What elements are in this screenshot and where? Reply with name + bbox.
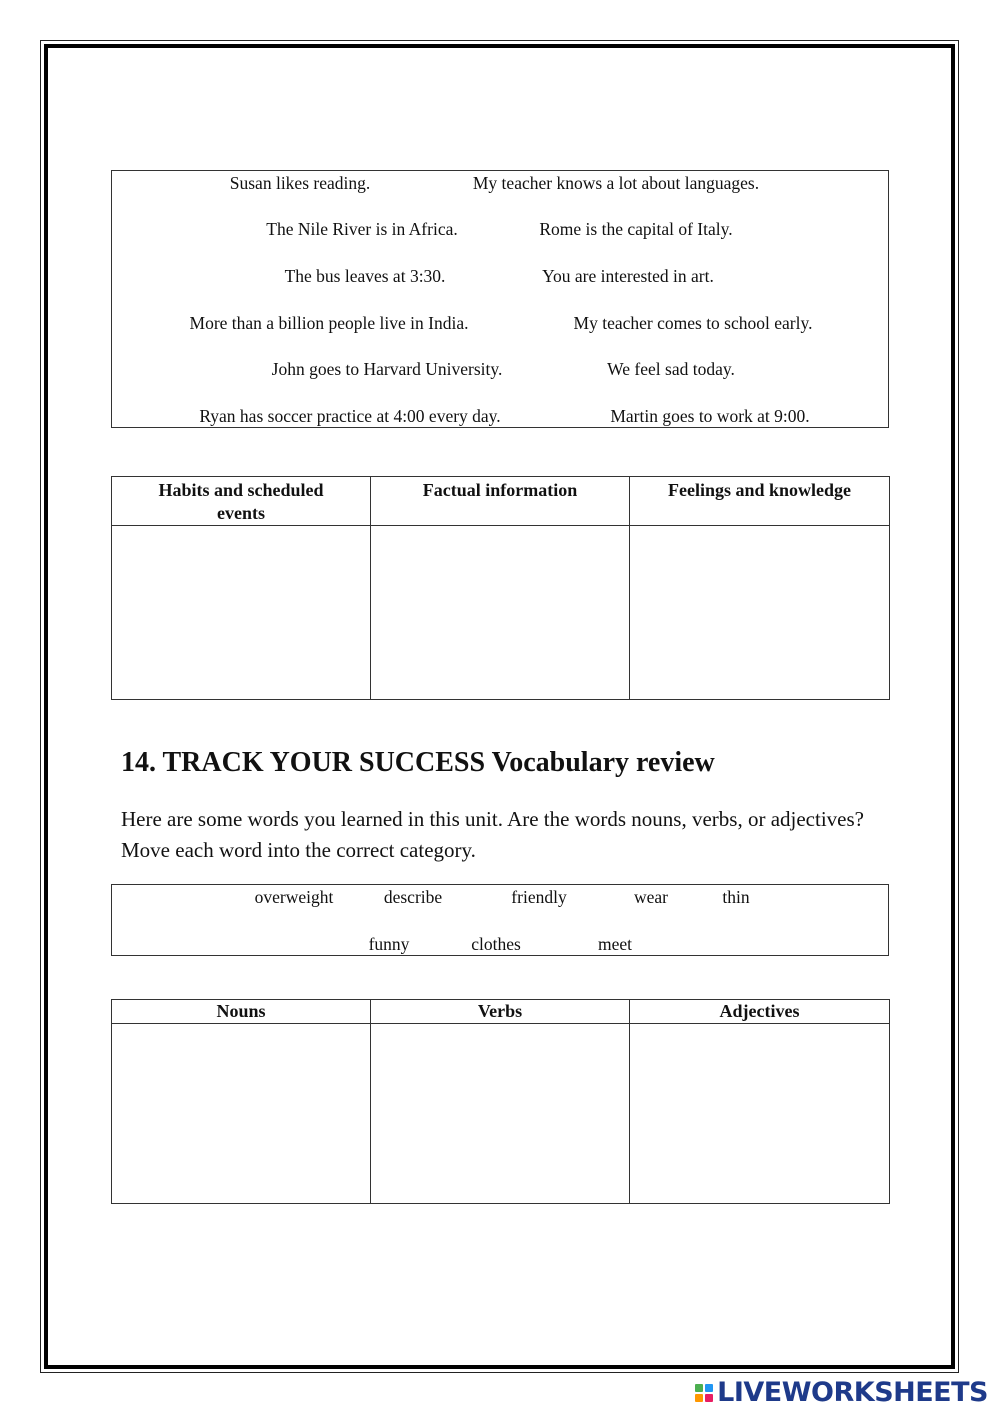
draggable-sentence[interactable]: Ryan has soccer practice at 4:00 every day. [199,406,501,426]
instructions: Here are some words you learned in this unit. Are the words nouns, verbs, or adjectives? Move each word into the correct category. [121,807,864,862]
logo-square [705,1394,713,1402]
draggable-word[interactable]: thin [722,887,750,907]
draggable-sentence[interactable]: More than a billion people live in India. [189,313,469,333]
draggable-sentence[interactable]: Susan likes reading. [229,173,371,193]
logo-square [695,1394,703,1402]
sentence-category-table [111,476,890,700]
logo-square [705,1384,713,1392]
draggable-word[interactable]: overweight [254,887,334,907]
draggable-sentence[interactable]: The Nile River is in Africa. [266,219,458,239]
draggable-word[interactable]: funny [368,934,410,954]
draggable-word[interactable]: meet [597,934,633,954]
drop-zone-nouns[interactable] [112,1024,371,1204]
draggable-sentence[interactable]: We feel sad today. [607,359,735,379]
watermark-text: LIVEWORKSHEETS [717,1377,988,1408]
section-title: 14. TRACK YOUR SUCCESS Vocabulary review [121,747,715,778]
parts-of-speech-table [111,999,890,1204]
drop-zone-factual[interactable] [371,526,630,700]
liveworksheets-logo-icon [695,1384,713,1402]
drop-zone-adjectives[interactable] [630,1024,890,1204]
draggable-word[interactable]: wear [633,887,669,907]
draggable-word[interactable]: clothes [471,934,521,954]
column-header-nouns: Nouns [112,1000,371,1024]
draggable-sentence[interactable]: Martin goes to work at 9:00. [610,406,810,426]
draggable-sentence[interactable]: John goes to Harvard University. [271,359,503,379]
column-header-habits: Habits and scheduled events [112,477,371,526]
logo-square [695,1384,703,1392]
column-header-feelings: Feelings and knowledge [630,477,890,526]
draggable-sentence[interactable]: My teacher comes to school early. [573,313,813,333]
drop-zone-habits[interactable] [112,526,371,700]
draggable-word[interactable]: friendly [511,887,567,907]
draggable-sentence[interactable]: Rome is the capital of Italy. [539,219,733,239]
word-bank [111,884,889,956]
draggable-sentence[interactable]: You are interested in art. [542,266,714,286]
sentence-bank [111,170,889,428]
drop-zone-feelings[interactable] [630,526,890,700]
draggable-sentence[interactable]: My teacher knows a lot about languages. [472,173,760,193]
column-header-adjectives: Adjectives [630,1000,890,1024]
column-header-factual: Factual information [371,477,630,526]
draggable-sentence[interactable]: The bus leaves at 3:30. [284,266,446,286]
column-header-verbs: Verbs [371,1000,630,1024]
liveworksheets-watermark [695,1379,988,1406]
drop-zone-verbs[interactable] [371,1024,630,1204]
draggable-word[interactable]: describe [383,887,443,907]
